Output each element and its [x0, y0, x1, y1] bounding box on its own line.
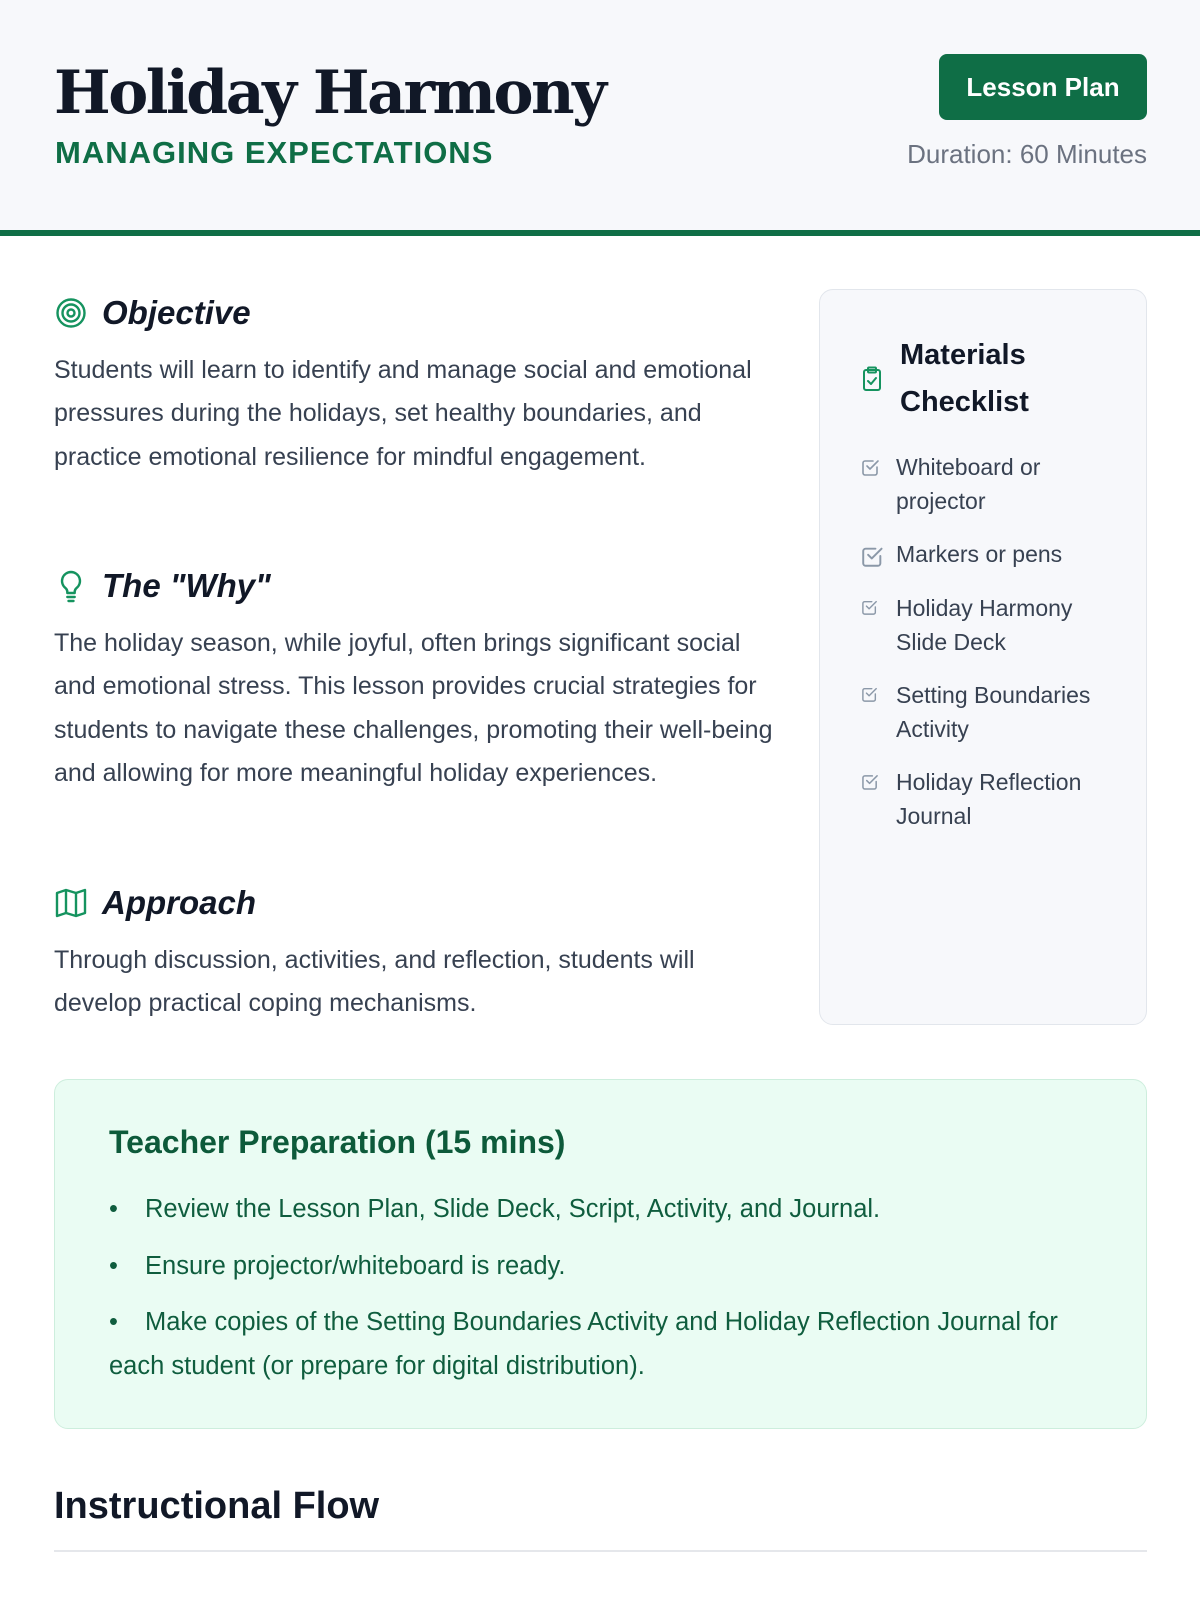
- checkbox-icon[interactable]: [862, 765, 882, 795]
- materials-heading: [862, 332, 1080, 426]
- divider: [54, 1550, 1147, 1552]
- page-title: Holiday Harmony: [54, 58, 605, 128]
- checkbox-icon[interactable]: [862, 450, 882, 481]
- page-subtitle: MANAGING EXPECTATIONS: [55, 135, 494, 170]
- header: [0, 0, 1200, 236]
- checkbox-icon[interactable]: [862, 537, 882, 572]
- checkbox-icon[interactable]: [862, 678, 882, 707]
- objective-title: Objective: [102, 294, 251, 331]
- bullet: •: [109, 1251, 118, 1280]
- instructional-flow-heading: Instructional Flow: [54, 1485, 380, 1527]
- duration-label: Duration: 60 Minutes: [907, 139, 1147, 169]
- list-item: • Make copies of the Setting Boundaries Activity and Holiday Reflection Journal for each student (or prepare for digital distribution).: [109, 1301, 1069, 1388]
- materials-item[interactable]: Holiday Reflection Journal: [862, 765, 1122, 833]
- materials-card: [819, 289, 1147, 1025]
- teacher-preparation-box: [54, 1079, 1147, 1429]
- checkbox-icon[interactable]: [862, 591, 882, 620]
- target-icon: [54, 296, 88, 330]
- approach-heading: [54, 884, 256, 922]
- lesson-plan-badge[interactable]: Lesson Plan: [939, 54, 1147, 120]
- materials-item[interactable]: Setting Boundaries Activity: [862, 678, 1122, 746]
- clipboard-check-icon: [862, 366, 886, 392]
- preparation-title: Teacher Preparation (15 mins): [109, 1124, 566, 1160]
- why-text: The holiday season, while joyful, often brings significant social and emotional stress. This lesson provides crucial strategies for students to navigate these challenges, promoting their well-being and allowing for more meaningful holiday experiences.: [54, 629, 773, 788]
- lightbulb-icon: [54, 569, 88, 603]
- materials-item[interactable]: Holiday Harmony Slide Deck: [862, 591, 1122, 659]
- objective-text: Students will learn to identify and manage social and emotional pressures during the holidays, set healthy boundaries, and practice emotional resilience for mindful engagement.: [54, 356, 752, 471]
- approach-title: Approach: [102, 884, 257, 921]
- materials-list: [862, 450, 1122, 852]
- why-heading: [54, 567, 271, 605]
- preparation-list: [109, 1188, 1069, 1401]
- materials-item[interactable]: Whiteboard or projector: [862, 450, 1122, 518]
- approach-text: Through discussion, activities, and reflection, students will develop practical coping mechanisms.: [54, 946, 695, 1018]
- list-item: • Review the Lesson Plan, Slide Deck, Script, Activity, and Journal.: [109, 1188, 1069, 1232]
- bullet: •: [109, 1195, 118, 1223]
- bullet: •: [109, 1308, 118, 1336]
- objective-heading: [54, 294, 251, 332]
- map-icon: [54, 886, 88, 920]
- materials-item[interactable]: Markers or pens: [862, 537, 1122, 572]
- materials-title: Materials Checklist: [900, 339, 1029, 418]
- list-item: • Ensure projector/whiteboard is ready.: [109, 1245, 1069, 1289]
- why-title: The "Why": [102, 567, 271, 604]
